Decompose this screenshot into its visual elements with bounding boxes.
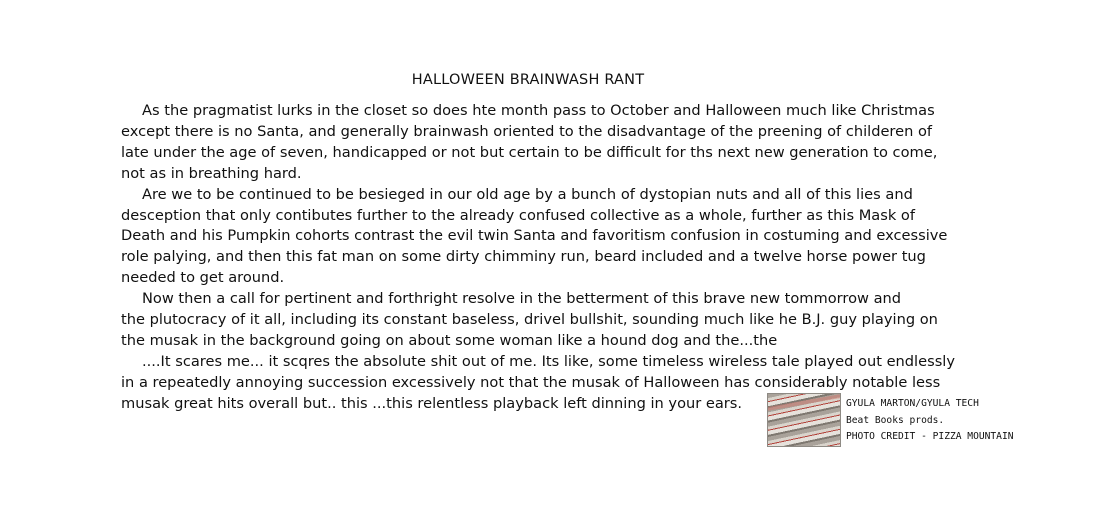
text-line: the musak in the background going on about some woman like a hound dog and the...the <box>121 331 778 349</box>
author-credit: GYULA MARTON/GYULA TECH <box>846 398 979 409</box>
text-line: except there is no Santa, and generally brainwash oriented to the disadvantage of the preening of childeren of <box>121 122 933 140</box>
text-line: desception that only contibutes further to the already confused collective as a whole, further as this Mask of <box>121 206 915 224</box>
text-line: Death and his Pumpkin cohorts contrast the evil twin Santa and favoritism confusion in costuming and excessive <box>121 227 948 245</box>
text-line: Are we to be continued to be besieged in our old age by a bunch of dystopian nuts and all of this lies and <box>142 185 913 203</box>
text-line: not as in breathing hard. <box>121 164 302 182</box>
paragraph-2 <box>121 185 1001 290</box>
text-line: in a repeatedly annoying succession excessively not that the musak of Halloween has considerably notable less <box>121 373 941 391</box>
document-title: HALLOWEEN BRAINWASH RANT <box>411 72 645 88</box>
text-line: role palying, and then this fat man on some dirty chimminy run, beard included and a twelve horse power tug <box>121 248 926 266</box>
text-line: needed to get around. <box>121 269 285 287</box>
text-line: ....It scares me... it scqres the absolute shit out of me. Its like, some timeless wireless tale played out endlessly <box>142 352 955 370</box>
document-body <box>121 101 1001 415</box>
photo-credit: PHOTO CREDIT - PIZZA MOUNTAIN <box>846 431 1014 442</box>
paragraph-1 <box>121 101 1001 185</box>
paragraph-3 <box>121 289 1001 352</box>
text-line: As the pragmatist lurks in the closet so does hte month pass to October and Halloween much like Christmas <box>142 102 935 119</box>
text-line: musak great hits overall but.. this ...this relentless playback left dinning in your ears. <box>121 394 743 412</box>
publisher-credit: Beat Books prods. <box>846 414 945 426</box>
pizza-boxes-photo <box>767 393 841 447</box>
credit-block <box>846 396 1014 446</box>
text-line: the plutocracy of it all, including its constant baseless, drivel bullshit, sounding much like he B.J. guy playing on <box>121 311 938 329</box>
text-line: late under the age of seven, handicapped or not but certain to be difficult for ths next new generation to come, <box>121 143 938 161</box>
text-line: Now then a call for pertinent and forthright resolve in the betterment of this brave new tommorrow and <box>142 290 902 308</box>
